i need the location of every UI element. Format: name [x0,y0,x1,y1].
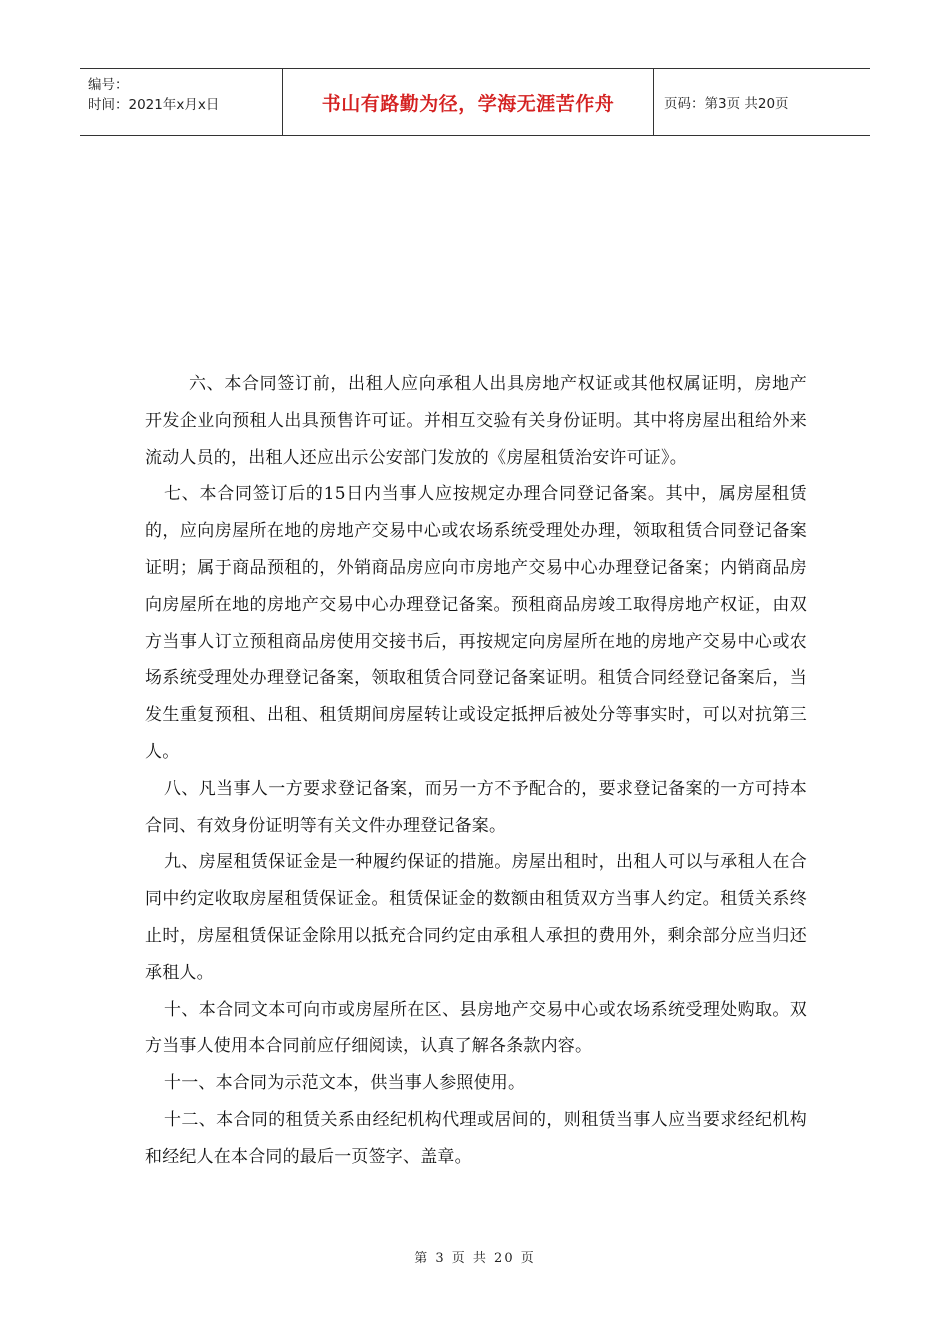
page-footer: 第 3 页 共 20 页 [414,1251,536,1266]
clause-9: 九、房屋租赁保证金是一种履约保证的措施。房屋出租时，出租人可以与承租人在合同中约定收取房屋租赁保证金。租赁保证金的数额由租赁双方当事人约定。租赁关系终止时，房屋租赁保证金除用以抵充合同约定由承租人承担的费用外，剩余部分应当归还承租人。 [145,852,807,983]
header-page-info: 页码：第3页 共20页 [664,96,789,112]
document-body [145,366,807,1176]
header-motto: 书山有路勤为径，学海无涯苦作舟 [321,92,615,115]
clause-6: 六、本合同签订前，出租人应向承租人出具房地产权证或其他权属证明，房地产开发企业向预租人出具预售许可证。并相互交验有关身份证明。其中将房屋出租给外来流动人员的，出租人还应出示公安部门发放的《房屋租赁治安许可证》。 [145,374,807,468]
clause-11: 十一、本合同为示范文本，供当事人参照使用。 [164,1073,526,1094]
document-time-label: 时间：2021年x月x日 [88,97,220,113]
clause-12: 十二、本合同的租赁关系由经纪机构代理或居间的，则租赁当事人应当要求经纪机构和经纪人在本合同的最后一页签字、盖章。 [145,1109,807,1167]
header-motto-cell [282,69,654,135]
clause-8: 八、凡当事人一方要求登记备案，而另一方不予配合的，要求登记备案的一方可持本合同、有效身份证明等有关文件办理登记备案。 [145,778,807,836]
header-page-info-cell [654,69,870,135]
clause-7: 七、本合同签订后的15日内当事人应按规定办理合同登记备案。其中，属房屋租赁的，应向房屋所在地的房地产交易中心或农场系统受理处办理，领取租赁合同登记备案证明；属于商品预租的，外销商品房应向市房地产交易中心办理登记备案；内销商品房向房屋所在地的房地产交易中心办理登记备案。预租商品房竣工取得房地产权证，由双方当事人订立预租商品房使用交接书后，再按规定向房屋所在地的房地产交易中心或农场系统受理处办理登记备案，领取租赁合同登记备案证明。租赁合同经登记备案后，当发生重复预租、出租、租赁期间房屋转让或设定抵押后被处分等事实时，可以对抗第三人。 [145,484,807,762]
clause-10: 十、本合同文本可向市或房屋所在区、县房地产交易中心或农场系统受理处购取。双方当事人使用本合同前应仔细阅读，认真了解各条款内容。 [145,999,807,1057]
document-number-label: 编号： [88,77,129,93]
header-meta [80,69,282,135]
document-header [80,68,870,136]
